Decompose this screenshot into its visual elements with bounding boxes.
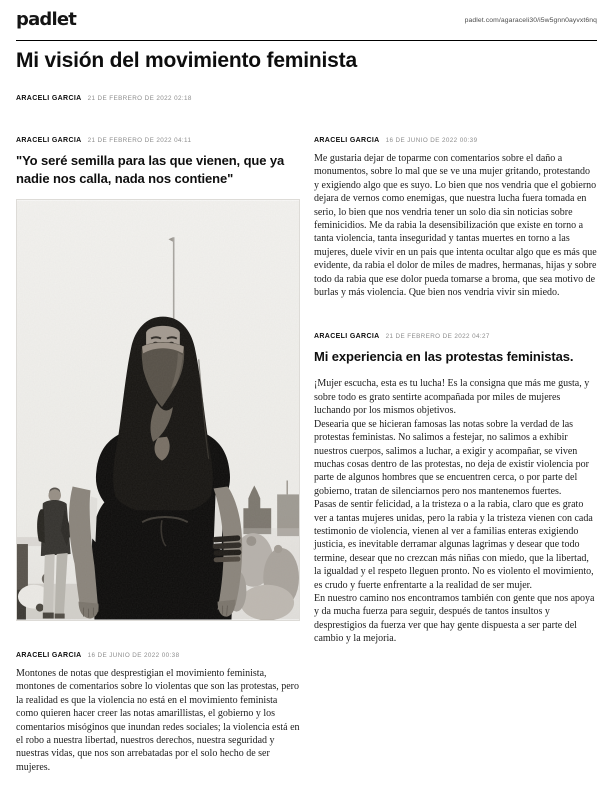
board-byline — [16, 87, 192, 105]
board-url[interactable]: padlet.com/agaraceli30/i5w5gnn0ayvxt6nq — [464, 17, 597, 24]
protest-photo — [16, 199, 300, 621]
post-meta — [16, 133, 300, 145]
post-meta — [314, 329, 597, 341]
post-experiencia — [314, 329, 597, 645]
post-title: Mi experiencia en las protestas feministas. — [314, 349, 574, 365]
post-body — [314, 377, 597, 645]
header-divider — [16, 40, 597, 41]
board-timestamp: 21 DE FEBRERO DE 2022 02:18 — [87, 95, 192, 102]
post-title: "Yo seré semilla para las que vienen, que ya nadie nos calla, nada nos contiene" — [16, 153, 285, 186]
post-timestamp: 16 DE JUNIO DE 2022 00:39 — [385, 137, 478, 144]
post-author: ARACELI GARCIA — [16, 652, 82, 659]
post-author: ARACELI GARCIA — [16, 137, 82, 144]
post-body: Montones de notas que desprestigian el movimiento feminista, montones de comentarios sobre lo violentas que son las protestas, pero la realidad es que la violencia no está en el movimiento feminista como quieren hacer creer las notas amarillistas, el gobierno y los comentarios misóginos que inundan redes sociales; la violencia está en el robo a nuestra libertad, nuestros derechos, nuestra seguridad y nuestras vidas, que nos son arrebatadas por el solo hecho de ser mujeres. — [16, 668, 300, 773]
protest-photo-illustration — [17, 200, 299, 620]
post-body: Me gustaria dejar de toparme con comentarios sobre el daño a monumentos, sobre lo mal que se ve una mujer gritando, protestando y exigiendo algo que es suyo. Lo bien que nos vendria que el gobierno dejara de vernos como enemigas, que nuestra lucha fuera tomada en serio, lo bien que nos vendria tener un solo dia sin noticias sobre feminicidios. Me da rabia la desensibilización que existe en torno a tanta violencia, tanta inseguridad y tantas muertes en torno a las mujeres, duele vivir en un pais que intenta ocultar algo que es más que evidente, da rabia el dolor de miles de madres, hermanas, hijas y sobre todo da rabia que ese dolor pueda tomarse a broma, que sea motivo de burlas y más violencia. Que bien nos vendria vivir sin miedo. — [314, 153, 597, 299]
post-timestamp: 21 DE FEBRERO DE 2022 04:27 — [385, 333, 490, 341]
right-column — [314, 133, 597, 646]
board-author: ARACELI GARCIA — [16, 95, 82, 102]
post-paragraph: Pasas de sentir felicidad, a la tristeza o a la rabia, claro que es grato ver a tantas mujeres unidas, pero la rabia y la tristeza vienen con cada testimonio de violencia, vienen al ver a familias enteras exigiendo justicia, es inevitable derramar algunas lagrimas y desear que todo termine, desear que no crezcan más niñas con miedo, que la libertad, la igualdad y el respeto lleguen pronto. No es violento el movimiento, es crudo y fuerte enfrentarte a la realidad de ser mujer. — [314, 499, 594, 591]
post-meta — [16, 648, 300, 660]
post-timestamp: 16 DE JUNIO DE 2022 00:38 — [87, 652, 180, 659]
post-meta — [314, 133, 597, 145]
left-column — [16, 133, 300, 774]
post-semilla — [16, 133, 300, 621]
post-paragraph: Desearia que se hicieran famosas las notas sobre la verdad de las protestas feministas. No salimos a festejar, no salimos a exhibir nuestros cuerpos, salimos a luchar, a exigir y acompañar, se viven muchas cosas dentro de las protestas, no deja de existir violencia por parte de algunos hombres que se encuentren cerca, o por parte del gobierno, tratan de silenciarnos pero nos mantenemos fuertes. — [314, 418, 589, 497]
board-title: Mi visión del movimiento feminista — [16, 49, 357, 72]
post-author: ARACELI GARCIA — [314, 137, 380, 144]
padlet-logo[interactable]: padlet — [16, 9, 77, 30]
film-grain — [17, 200, 299, 619]
post-paragraph: ¡Mujer escucha, esta es tu lucha! Es la consigna que más me gusta, y sobre todo es grato sentirte acompañada por miles de mujeres luchando por los mismos objetivos. — [314, 378, 590, 417]
post-author: ARACELI GARCIA — [314, 333, 380, 341]
post-timestamp: 21 DE FEBRERO DE 2022 04:11 — [87, 137, 192, 144]
post-paragraph: En nuestro camino nos encontramos también con gente que nos apoya y da mucha fuerza para seguir, después de tantos insultos y desprestigios da fuerza ver que hay gente dispuesta a ser parte del cambio y la mejoria. — [314, 592, 595, 645]
post-comentarios — [314, 133, 597, 299]
page-header — [16, 9, 597, 31]
post-desprestigio — [16, 648, 300, 774]
